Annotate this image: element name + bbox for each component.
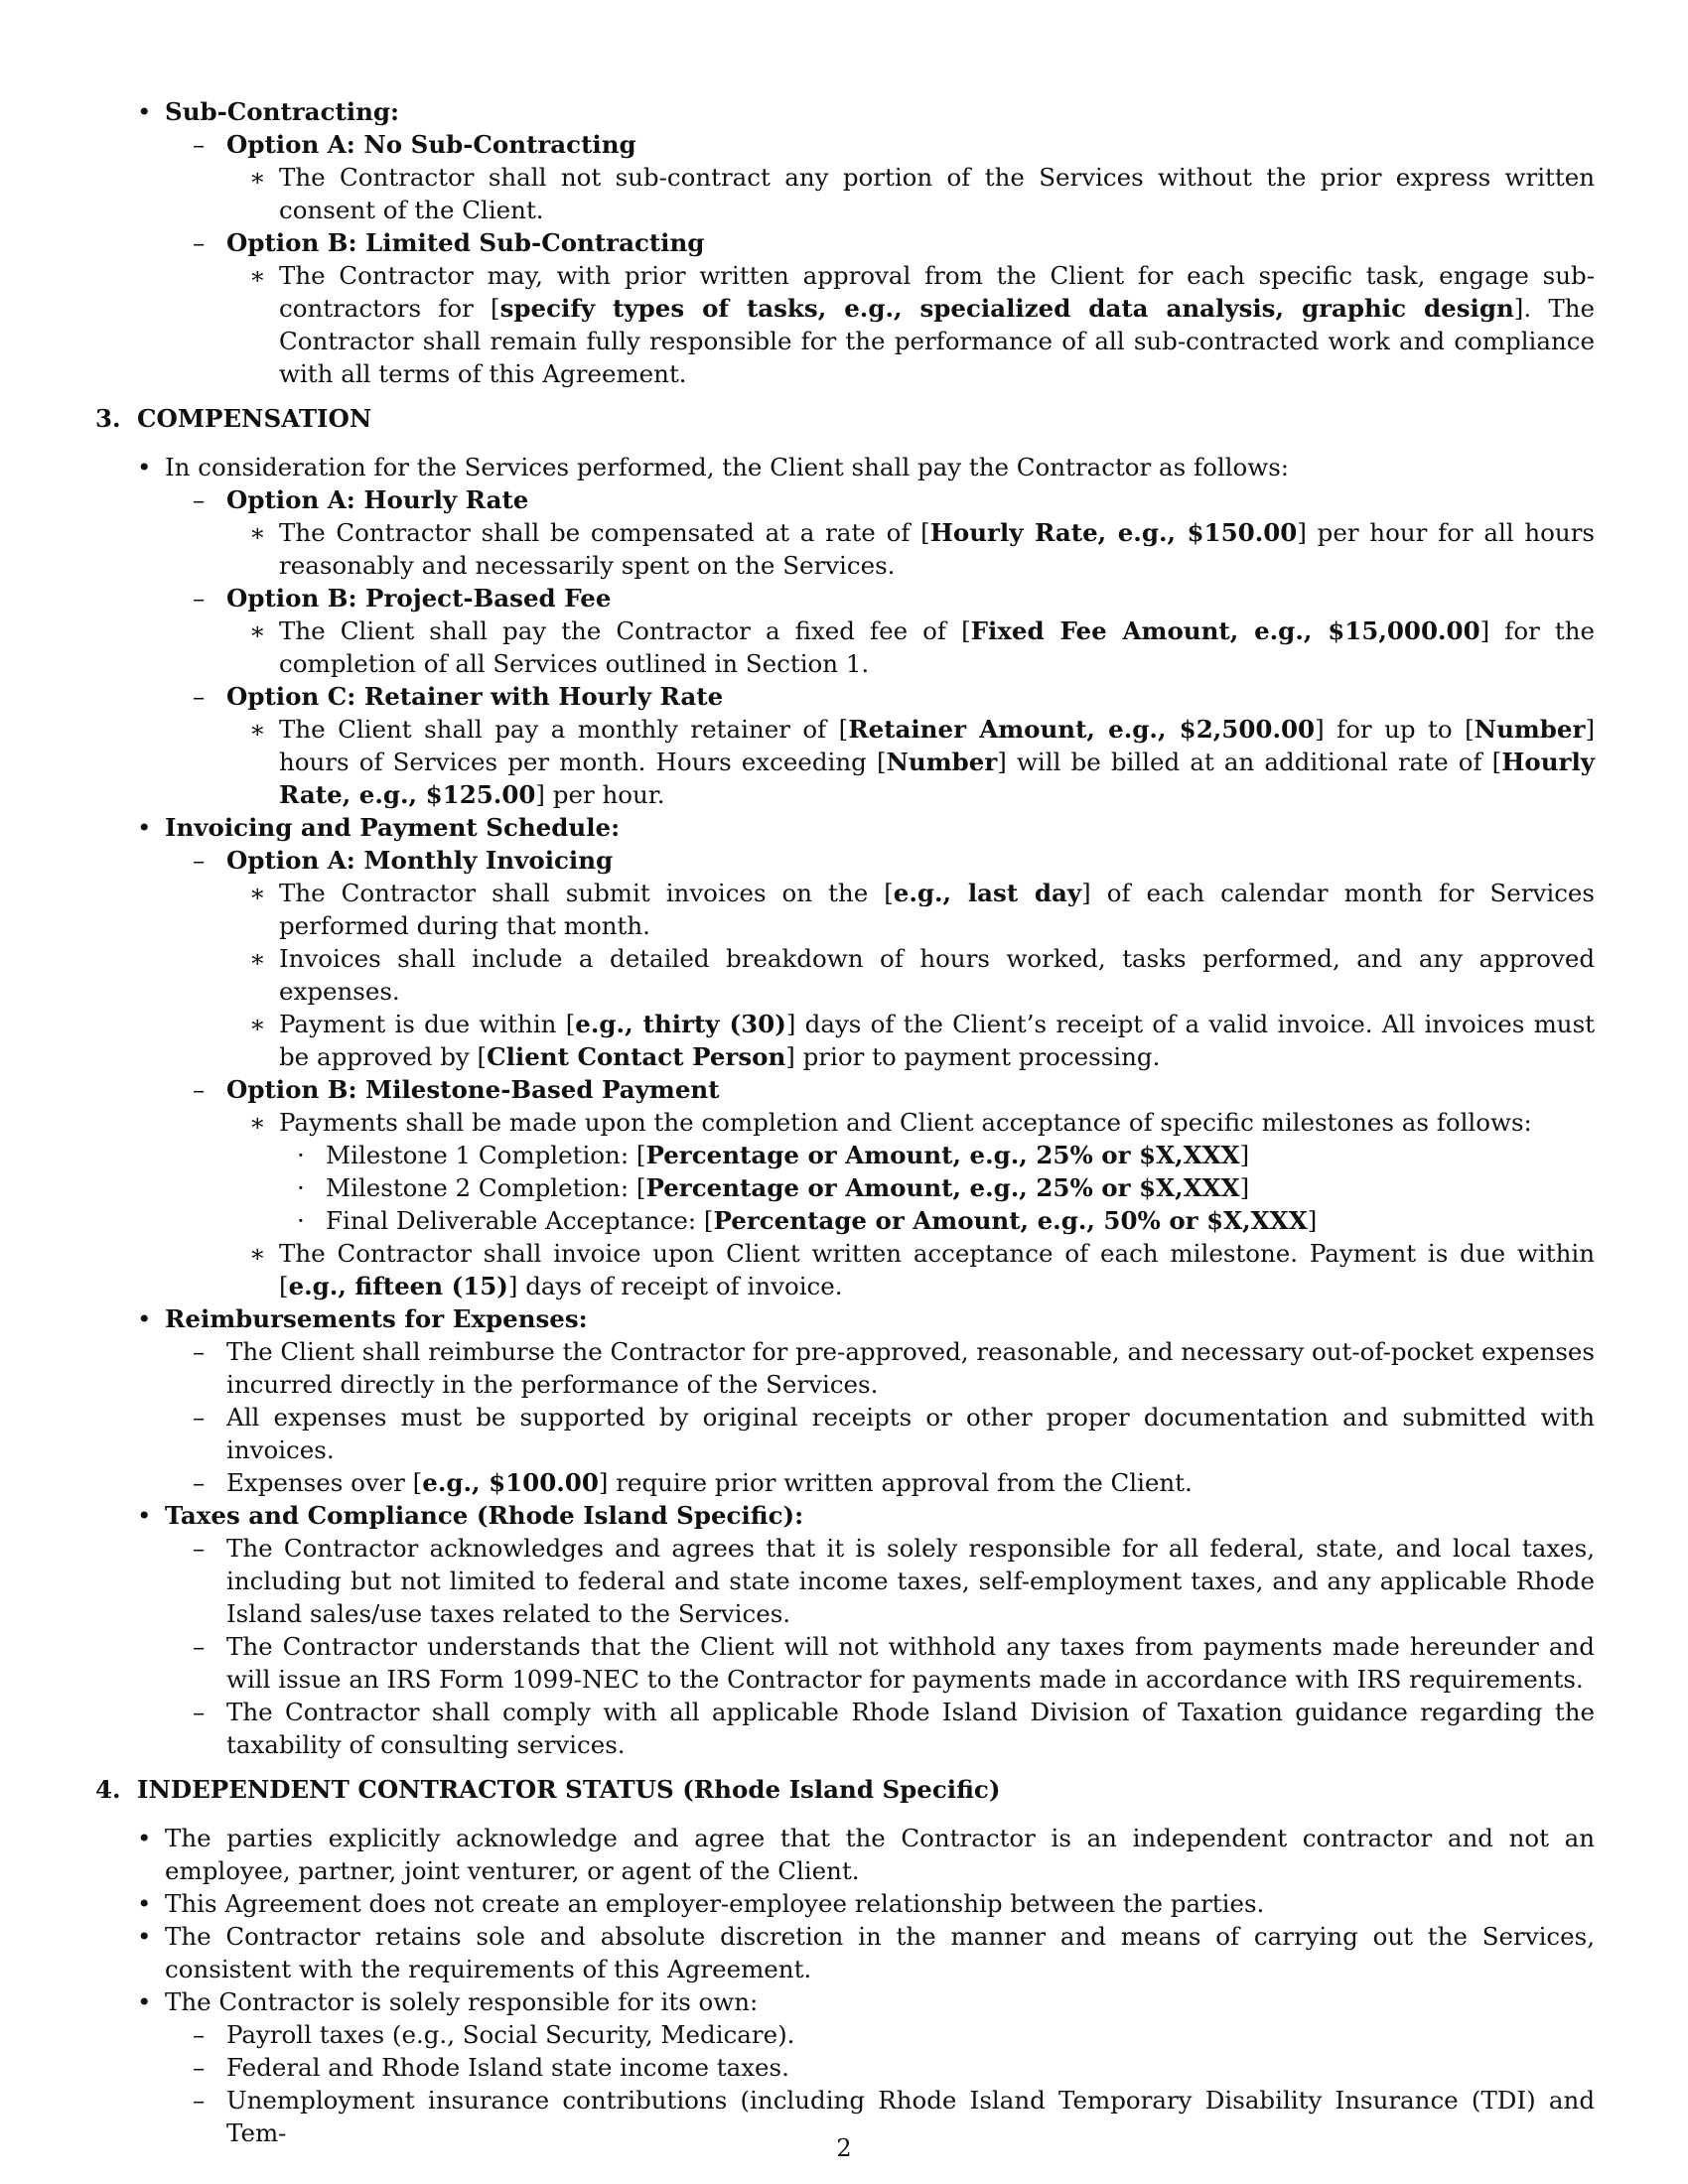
paragraph-text: ]. The Contractor shall remain fully responsible for the performance of all sub-contracted work and compliance with all terms of this Agreement. xyxy=(279,294,1595,388)
paragraph-text: ] xyxy=(1239,1141,1250,1169)
list-item xyxy=(95,1920,1595,1985)
paragraph-text: ] require prior written approval from the Client. xyxy=(598,1468,1193,1497)
option-heading: Option A: Monthly Invoicing xyxy=(226,846,614,875)
option-heading: Option B: Project-Based Fee xyxy=(226,584,612,613)
list-item xyxy=(95,942,1595,1008)
section-title: COMPENSATION xyxy=(137,404,372,433)
paragraph-text: ] xyxy=(1239,1173,1250,1202)
star: ∗ xyxy=(249,879,266,907)
bullet: • xyxy=(137,1889,152,1918)
placeholder-text: specify types of tasks, e.g., specialized data analysis, graphic design xyxy=(499,294,1514,323)
paragraph-text: The Contractor shall not sub-contract any portion of the Services without the prior express written consent of the Client. xyxy=(279,163,1595,224)
list-item xyxy=(95,2051,1595,2084)
placeholder-text: Client Contact Person xyxy=(487,1042,786,1071)
dash: – xyxy=(193,1337,206,1366)
subcontracting-heading: Sub-Contracting: xyxy=(165,97,400,126)
page-number: 2 xyxy=(836,2134,852,2162)
list-item xyxy=(95,1008,1595,1073)
list-item xyxy=(95,811,1595,844)
option-heading: Option B: Milestone-Based Payment xyxy=(226,1075,720,1104)
list-item xyxy=(95,1499,1595,1532)
list-item xyxy=(95,877,1595,942)
placeholder-text: e.g., $100.00 xyxy=(422,1468,599,1497)
paragraph-text: ] per hour for all hours reasonably and necessarily spent on the Services. xyxy=(279,518,1595,580)
paragraph-text: Payroll taxes (e.g., Social Security, Medicare). xyxy=(226,2020,795,2049)
paragraph-text: The Contractor shall submit invoices on the [ xyxy=(279,879,894,907)
star: ∗ xyxy=(249,261,266,290)
bullet: • xyxy=(137,1922,152,1951)
list-item xyxy=(95,1630,1595,1696)
list-item xyxy=(95,1887,1595,1920)
section-heading xyxy=(95,402,1595,435)
option-heading: Option B: Limited Sub-Contracting xyxy=(226,228,705,257)
list-item xyxy=(95,614,1595,680)
list-item xyxy=(95,1139,1595,1171)
list-item xyxy=(95,95,1595,128)
paragraph-text: The Contractor acknowledges and agrees that it is solely responsible for all federal, state, and local taxes, including but not limited to federal and state income taxes, self-employment taxes, and any applicable Rhode Island sales/use taxes related to the Services. xyxy=(226,1534,1595,1628)
paragraph-text: In consideration for the Services performed, the Client shall pay the Contractor as follows: xyxy=(165,453,1290,481)
placeholder-text: Percentage or Amount, e.g., 25% or $X,XXX xyxy=(645,1173,1240,1202)
paragraph-text: The Client shall pay a monthly retainer of [ xyxy=(279,715,849,744)
section-number: 3. xyxy=(95,404,121,433)
dash: – xyxy=(193,130,206,159)
list-item xyxy=(95,1106,1595,1139)
paragraph-text: Payment is due within [ xyxy=(279,1010,576,1038)
dash: – xyxy=(193,1075,206,1104)
paragraph-text: Final Deliverable Acceptance: [ xyxy=(326,1206,714,1235)
paragraph-text: ] prior to payment processing. xyxy=(785,1042,1161,1071)
star: ∗ xyxy=(249,616,266,645)
list-item xyxy=(95,451,1595,483)
list-item xyxy=(95,1822,1595,1887)
document-page xyxy=(95,95,1595,2180)
section-heading xyxy=(95,1773,1595,1806)
list-item xyxy=(95,1696,1595,1761)
list-item xyxy=(95,1466,1595,1499)
dash: – xyxy=(193,682,206,711)
paragraph-text: Milestone 2 Completion: [ xyxy=(326,1173,646,1202)
item-heading: Taxes and Compliance (Rhode Island Specific): xyxy=(165,1501,804,1530)
list-item xyxy=(95,128,1595,161)
paragraph-text: ] will be billed at an additional rate of [ xyxy=(997,748,1502,776)
list-item xyxy=(95,1401,1595,1466)
dash: – xyxy=(193,2020,206,2049)
list-item xyxy=(95,713,1595,811)
list-item xyxy=(95,483,1595,516)
list-item xyxy=(95,1302,1595,1335)
bullet: • xyxy=(137,813,152,842)
paragraph-text: Invoices shall include a detailed breakdown of hours worked, tasks performed, and any approved expenses. xyxy=(279,944,1595,1006)
paragraph-text: Milestone 1 Completion: [ xyxy=(326,1141,646,1169)
item-heading: Invoicing and Payment Schedule: xyxy=(165,813,621,842)
list-item xyxy=(95,844,1595,877)
dash: – xyxy=(193,584,206,613)
placeholder-text: Fixed Fee Amount, e.g., $15,000.00 xyxy=(970,616,1480,645)
list-item xyxy=(95,259,1595,390)
placeholder-text: Percentage or Amount, e.g., 50% or $X,XXX xyxy=(713,1206,1308,1235)
list-item xyxy=(95,1335,1595,1401)
star: ∗ xyxy=(249,1010,266,1038)
placeholder-text: e.g., last day xyxy=(893,879,1082,907)
item-heading: Reimbursements for Expenses: xyxy=(165,1304,588,1333)
star: ∗ xyxy=(249,163,266,192)
dash: – xyxy=(193,2086,206,2115)
paragraph-text: All expenses must be supported by original receipts or other proper documentation and submitted with invoices. xyxy=(226,1403,1595,1464)
dash: – xyxy=(193,228,206,257)
star: ∗ xyxy=(249,518,266,547)
bullet: • xyxy=(137,1987,152,2016)
dot: · xyxy=(297,1173,305,1202)
list-item xyxy=(95,1171,1595,1204)
placeholder-text: Retainer Amount, e.g., $2,500.00 xyxy=(848,715,1316,744)
paragraph-text: The parties explicitly acknowledge and agree that the Contractor is an independent contractor and not an employee, partner, joint venturer, or agent of the Client. xyxy=(165,1824,1595,1885)
list-item xyxy=(95,1204,1595,1237)
paragraph-text: Payments shall be made upon the completion and Client acceptance of specific milestones as follows: xyxy=(279,1108,1532,1137)
paragraph-text: ] hours of Services per month. Hours exceeding [ xyxy=(279,715,1595,776)
dot: · xyxy=(297,1141,305,1169)
bullet: • xyxy=(137,1501,152,1530)
paragraph-text: The Contractor shall be compensated at a rate of [ xyxy=(279,518,930,547)
list-item xyxy=(95,1532,1595,1630)
paragraph-text: ] of each calendar month for Services performed during that month. xyxy=(279,879,1595,940)
list-item xyxy=(95,2018,1595,2051)
paragraph-text: Expenses over [ xyxy=(226,1468,423,1497)
option-heading: Option C: Retainer with Hourly Rate xyxy=(226,682,724,711)
paragraph-text: The Contractor may, with prior written approval from the Client for each specific task, engage sub-contractors for [ xyxy=(279,261,1595,323)
dot: · xyxy=(297,1206,305,1235)
placeholder-text: e.g., fifteen (15) xyxy=(288,1272,508,1300)
dash: – xyxy=(193,1632,206,1661)
list-item xyxy=(95,516,1595,582)
section-title: INDEPENDENT CONTRACTOR STATUS (Rhode Island Specific) xyxy=(137,1775,1001,1804)
list-item xyxy=(95,1237,1595,1302)
dash: – xyxy=(193,485,206,514)
bullet: • xyxy=(137,453,152,481)
star: ∗ xyxy=(249,715,266,744)
paragraph-text: The Contractor shall comply with all applicable Rhode Island Division of Taxation guidance regarding the taxability of consulting services. xyxy=(226,1698,1595,1759)
bullet: • xyxy=(137,1304,152,1333)
paragraph-text: ] for the completion of all Services outlined in Section 1. xyxy=(279,616,1595,678)
placeholder-text: Number xyxy=(1474,715,1586,744)
section-number: 4. xyxy=(95,1775,121,1804)
star: ∗ xyxy=(249,944,266,973)
dash: – xyxy=(193,1534,206,1563)
list-item xyxy=(95,226,1595,259)
list-item xyxy=(95,1985,1595,2018)
list-item xyxy=(95,1073,1595,1106)
list-item xyxy=(95,582,1595,614)
paragraph-text: ] days of receipt of invoice. xyxy=(507,1272,843,1300)
placeholder-text: e.g., thirty (30) xyxy=(575,1010,786,1038)
placeholder-text: Percentage or Amount, e.g., 25% or $X,XXX xyxy=(645,1141,1240,1169)
paragraph-text: The Contractor understands that the Client will not withhold any taxes from payments made hereunder and will issue an IRS Form 1099-NEC to the Contractor for payments made in accordance with IRS requirements. xyxy=(226,1632,1595,1694)
paragraph-text: ] for up to [ xyxy=(1315,715,1475,744)
paragraph-text: The Contractor retains sole and absolute discretion in the manner and means of carrying out the Services, consistent with the requirements of this Agreement. xyxy=(165,1922,1595,1983)
bullet: • xyxy=(137,1824,152,1852)
list-item xyxy=(95,161,1595,226)
star: ∗ xyxy=(249,1108,266,1137)
paragraph-text: ] xyxy=(1307,1206,1318,1235)
placeholder-text: Hourly Rate, e.g., $125.00 xyxy=(279,748,1595,809)
option-heading: Option A: Hourly Rate xyxy=(226,485,529,514)
dash: – xyxy=(193,1698,206,1726)
paragraph-text: The Client shall pay the Contractor a fixed fee of [ xyxy=(279,616,971,645)
paragraph-text: The Contractor shall invoice upon Client written acceptance of each milestone. Payment is due within [ xyxy=(279,1239,1595,1300)
bullet: • xyxy=(137,97,152,126)
list-item xyxy=(95,680,1595,713)
dash: – xyxy=(193,1403,206,1432)
dash: – xyxy=(193,1468,206,1497)
paragraph-text: Unemployment insurance contributions (including Rhode Island Temporary Disability Insurance (TDI) and Tem- xyxy=(226,2086,1595,2147)
paragraph-text: The Client shall reimburse the Contractor for pre-approved, reasonable, and necessary out-of-pocket expenses incurred directly in the performance of the Services. xyxy=(226,1337,1595,1399)
dash: – xyxy=(193,846,206,875)
option-heading: Option A: No Sub-Contracting xyxy=(226,130,636,159)
placeholder-text: Hourly Rate, e.g., $150.00 xyxy=(929,518,1298,547)
paragraph-text: ] days of the Client’s receipt of a valid invoice. All invoices must be approved by [ xyxy=(279,1010,1595,1071)
paragraph-text: The Contractor is solely responsible for its own: xyxy=(165,1987,759,2016)
paragraph-text: Federal and Rhode Island state income taxes. xyxy=(226,2053,789,2082)
dash: – xyxy=(193,2053,206,2082)
placeholder-text: Number xyxy=(886,748,998,776)
star: ∗ xyxy=(249,1239,266,1268)
paragraph-text: This Agreement does not create an employer-employee relationship between the parties. xyxy=(165,1889,1265,1918)
paragraph-text: ] per hour. xyxy=(535,780,665,809)
